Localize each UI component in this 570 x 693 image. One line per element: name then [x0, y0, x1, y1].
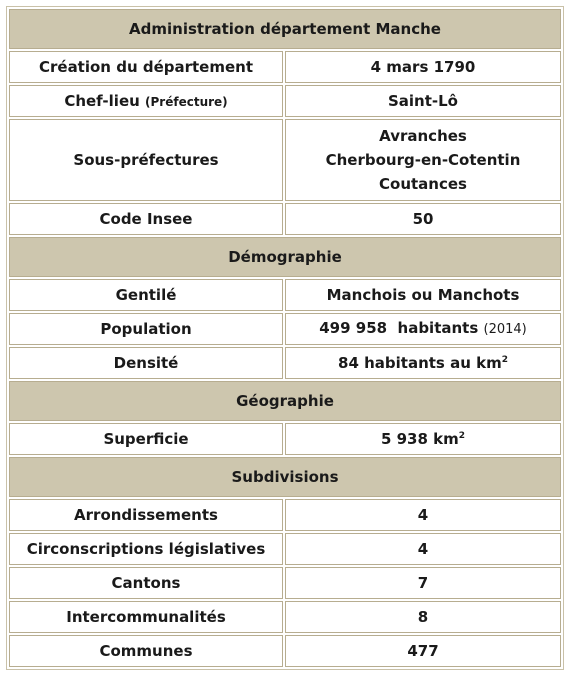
row-label: Code Insee	[9, 203, 283, 235]
section-header-demographie: Démographie	[9, 237, 561, 277]
row-label: Sous-préfectures	[9, 119, 283, 201]
table-row	[9, 347, 561, 379]
superscript-2: 2	[458, 431, 466, 441]
table-row	[9, 279, 561, 311]
densite-value: 84 habitants au km	[338, 354, 502, 372]
chef-lieu-note: (Préfecture)	[145, 94, 228, 109]
row-value: 4	[285, 533, 561, 565]
row-label: Population	[9, 313, 283, 345]
sous-prefecture: Coutances	[379, 175, 467, 193]
row-label: Circonscriptions législatives	[9, 533, 283, 565]
row-value: 4	[285, 499, 561, 531]
row-value: 4 mars 1790	[285, 51, 561, 83]
table-row	[9, 203, 561, 235]
section-header-subdivisions: Subdivisions	[9, 457, 561, 497]
table-row	[9, 85, 561, 117]
row-value: 8	[285, 601, 561, 633]
row-value	[285, 347, 561, 379]
row-label: Communes	[9, 635, 283, 667]
table-row	[9, 119, 561, 201]
row-value: 7	[285, 567, 561, 599]
row-label	[9, 85, 283, 117]
sous-prefecture: Avranches	[379, 127, 467, 145]
row-label: Création du département	[9, 51, 283, 83]
superscript-2: 2	[501, 355, 508, 365]
table-row	[9, 313, 561, 345]
table-row	[9, 51, 561, 83]
table-row	[9, 423, 561, 455]
row-label: Densité	[9, 347, 283, 379]
row-value	[285, 119, 561, 201]
section-header-geographie: Géographie	[9, 381, 561, 421]
table-row	[9, 533, 561, 565]
chef-lieu-label: Chef-lieu	[64, 91, 140, 110]
row-value: Saint-Lô	[285, 85, 561, 117]
row-value	[285, 423, 561, 455]
table-row	[9, 567, 561, 599]
row-value: Manchois ou Manchots	[285, 279, 561, 311]
table-row	[9, 499, 561, 531]
info-table	[6, 6, 564, 670]
row-label: Intercommunalités	[9, 601, 283, 633]
row-value: 50	[285, 203, 561, 235]
row-label: Cantons	[9, 567, 283, 599]
row-label: Gentilé	[9, 279, 283, 311]
population-value: 499 958 habitants	[319, 319, 479, 337]
table-row	[9, 601, 561, 633]
sous-prefecture: Cherbourg-en-Cotentin	[325, 151, 521, 169]
row-value	[285, 313, 561, 345]
row-label: Arrondissements	[9, 499, 283, 531]
superficie-value: 5 938 km	[380, 430, 459, 448]
section-header-administration: Administration département Manche	[9, 9, 561, 49]
row-value: 477	[285, 635, 561, 667]
row-label: Superficie	[9, 423, 283, 455]
population-year: (2014)	[483, 322, 527, 337]
table-row	[9, 635, 561, 667]
